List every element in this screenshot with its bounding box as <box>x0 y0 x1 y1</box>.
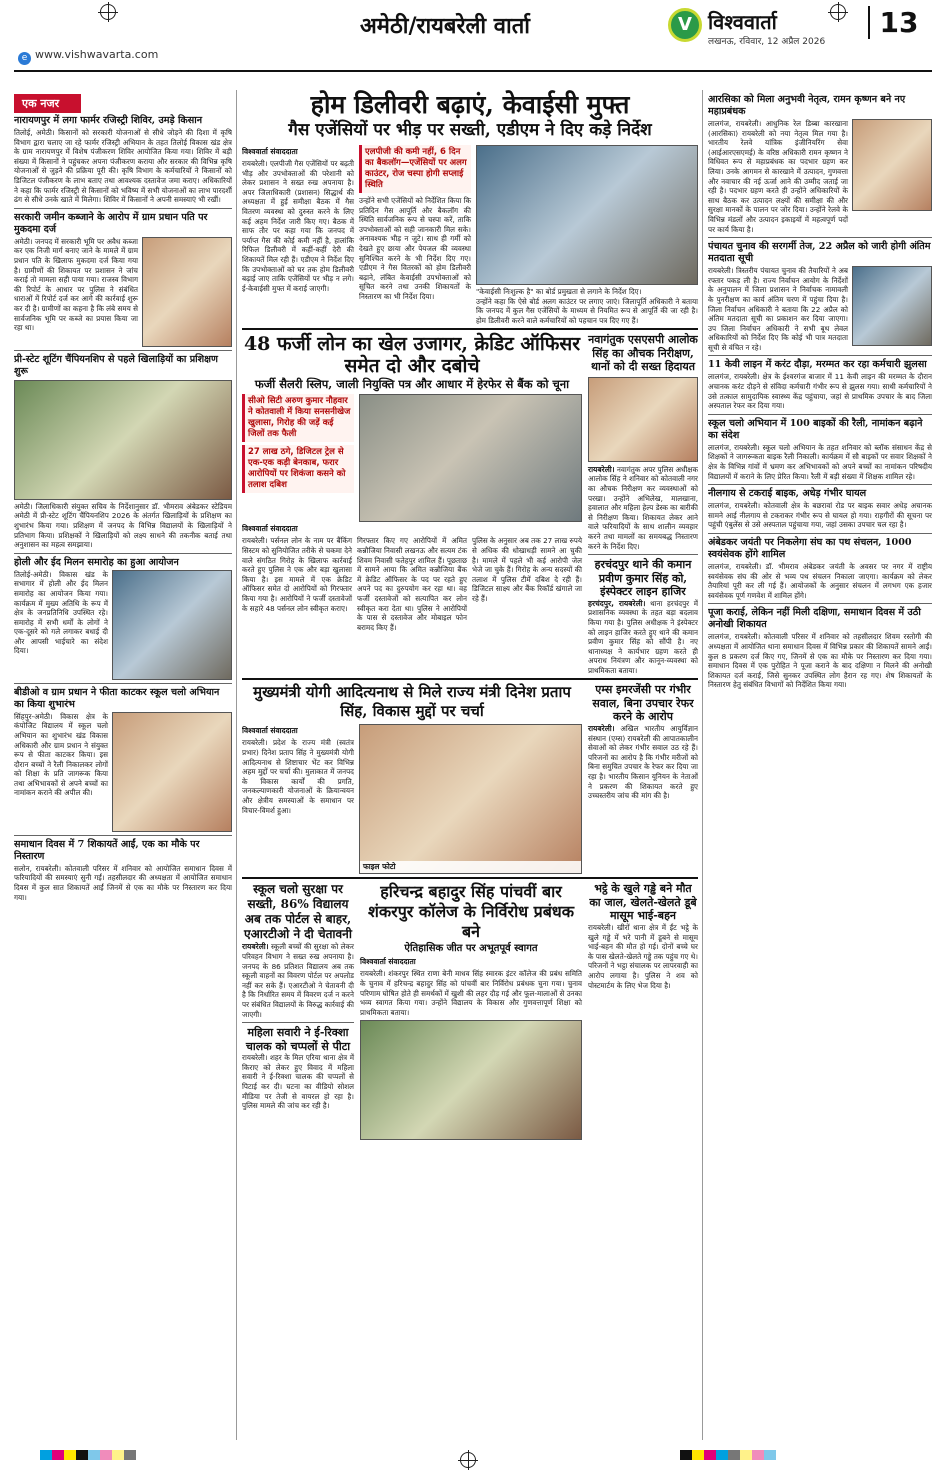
masthead-rule <box>14 70 932 72</box>
loan-body-b: गिरफ्तार किए गए आरोपियों में अमित कन्नौजिया निवासी लखनऊ और सत्यम टंक शिवम निवासी फतेहपुर शामिल हैं। पूछताछ में सामने आया कि अमित कन्नौजिया बैंक में क्रेडिट ऑफिसर के पद पर रहते हुए अपने पद का दुरुपयोग कर रहा था। वह फर्जी दस्तावेजों को सत्यापित कर लोन स्वीकृत करा देता था। पुलिस ने आरोपियों के पास से दस्तावेज और मोबाइल फोन बरामद किए हैं। <box>357 536 467 632</box>
loan-byline: विश्ववार्ता संवाददाता <box>242 524 298 534</box>
divider <box>14 683 232 684</box>
lead-byline: विश्ववार्ता संवाददाता <box>242 147 298 156</box>
divider <box>708 355 932 356</box>
divider <box>708 237 932 238</box>
nawab-byline: रायबरेली। <box>588 464 615 474</box>
ems-byline: रायबरेली। <box>588 723 615 733</box>
r-s1-headline: आरसिका को मिला अनुभवी नेतृत्व, रामन कृष्णन बने नए महाप्रबंधक <box>708 94 906 117</box>
section-title: अमेठी/रायबरेली वार्ता <box>360 13 530 39</box>
print-color-bar <box>40 1450 136 1460</box>
hari-photo <box>360 1020 582 1140</box>
r-s3-body: लालगंज, रायबरेली। क्षेत्र के ईश्वरगंज बाजार में 11 केवी लाइन की मरम्मत के दौरान अचानक करंट दौड़ने से संविदा कर्मचारी गंभीर रूप से झुलस गया। साथी कर्मचारियों ने उसे तत्काल सामुदायिक स्वास्थ्य केंद्र पहुंचाया, जहां से प्राथमिक उपचार के बाद जिला अस्पताल रेफर कर दिया गया। <box>708 372 932 411</box>
s2-photo <box>142 237 232 347</box>
s5-body: सिंहपुर-अमेठी। विकास क्षेत्र के कंपोजिट विद्यालय में स्कूल चलो अभियान का शुभारंभ खंड विकास अधिकारी और ग्राम प्रधान ने संयुक्त रूप से फीता काटकर किया। इस दौरान बच्चों ने रैली निकालकर लोगों को शिक्षा के प्रति जागरूक किया तथा अभिभावकों से अपने बच्चों का नामांकन कराने की अपील की। <box>14 711 108 798</box>
divider <box>14 208 232 209</box>
r-s1-photo <box>852 119 932 211</box>
site-url[interactable] <box>18 48 158 65</box>
divider <box>242 678 698 680</box>
divider <box>708 603 932 604</box>
divider <box>14 553 232 554</box>
cm-headline: मुख्यमंत्री योगी आदित्यनाथ से मिले राज्य मंत्री दिनेश प्रताप सिंह, विकास मुद्दों पर चर्चा <box>253 683 571 721</box>
r-s2-body: रायबरेली। त्रिस्तरीय पंचायत चुनाव की तैयारियों ने अब रफ्तार पकड़ ली है। राज्य निर्वाचन आयोग के निर्देशों के अनुपालन में जिला प्रशासन ने निर्वाचक नामावली के पुनरीक्षण का कार्य अंतिम चरण में पहुंचा दिया है। जिला निर्वाचन अधिकारी ने बताया कि 22 अप्रैल को अंतिम मतदाता सूची का प्रकाशन कर दिया जाएगा। उप जिला निर्वाचन अधिकारी ने सभी बूथ लेवल अधिकारियों को निर्देश दिए कि कोई भी पात्र मतदाता सूची से वंचित न रहे। <box>708 266 848 352</box>
s4-headline: होली और ईद मिलन समारोह का हुआ आयोजन <box>14 556 179 568</box>
ems-headline: एम्स इमरजेंसी पर गंभीर सवाल, बिना उपचार रेफर करने के आरोप <box>592 683 694 724</box>
s3-photo <box>14 380 232 500</box>
brand-name: विश्ववार्ता <box>708 10 777 34</box>
school-headline: स्कूल चलो सुरक्षा पर सख्ती, 86% विद्यालय अब तक पोर्टल से बाहर, एआरटीओ ने दी चेतावनी <box>244 882 352 942</box>
ems-body: अखिल भारतीय आयुर्विज्ञान संस्थान (एम्स) रायबरेली की आपातकालीन सेवाओं को लेकर गंभीर सवाल उठ रहे हैं। परिजनों का आरोप है कि गंभीर मरीजों को बिना समुचित उपचार के रेफर कर दिया जा रहा है। भारतीय किसान यूनियन के नेताओं ने प्रकरण की शिकायत करते हुए उच्चस्तरीय जांच की मांग की है। <box>588 723 698 801</box>
r-s4-body: लालगंज, रायबरेली। स्कूल चलो अभियान के तहत शनिवार को ब्लॉक संसाधन केंद्र से शिक्षकों ने जागरूकता बाइक रैली निकाली। कार्यक्रम में सौ बाइकों पर सवार शिक्षकों ने क्षेत्र के विभिन्न गांवों में भ्रमण कर अभिभावकों को अपने बच्चों का नामांकन परिषदीय विद्यालयों में कराने के लिए प्रेरित किया। रैली में बड़ी संख्या में शिक्षक शामिल रहे। <box>708 442 932 481</box>
r-s2-photo <box>852 266 932 346</box>
hari-byline: विश्ववार्ता संवाददाता <box>360 957 416 967</box>
s1-body: तिलोई, अमेठी। किसानों को सरकारी योजनाओं से सीधे जोड़ने की दिशा में कृषि विभाग द्वारा चलाए जा रहे फार्मर रजिस्ट्री अभियान के तहत तिलोई विकास खंड क्षेत्र के ग्राम नारायणपुर में विशेष पंजीकरण शिविर आयोजित किया गया। शिविर में बड़ी संख्या में किसानों ने पहुंचकर अपना पंजीकरण कराया और सरकार की विभिन्न कृषि योजनाओं से जुड़ने की प्रक्रिया पूरी की। कृषि विभाग के कर्मचारियों ने किसानों को डिजिटल पंजीकरण के लाभ बताए तथा आवश्यक दस्तावेज जमा कराए। अधिकारियों ने कहा कि फार्मर रजिस्ट्री से किसानों को भविष्य में सभी योजनाओं का लाभ पारदर्शी ढंग से सीधे उनके खाते में मिलेगा। शिविर में किसानों ने अपनी समस्याएं भी रखीं। <box>14 128 232 205</box>
page-number: 13 <box>868 6 928 39</box>
lead-photo-caption: "केवाईसी निःशुल्क है" का बोर्ड प्रमुखता से लगाने के निर्देश दिए। <box>476 287 642 296</box>
s4-photo <box>112 570 232 680</box>
divider <box>242 877 698 879</box>
r-s3-headline: 11 केवी लाइन में करंट दौड़ा, मरम्मत कर रहा कर्मचारी झुलसा <box>708 359 927 371</box>
mahila-headline: महिला सवारी ने ई-रिक्शा चालक को चप्पलों से पीटा <box>245 1026 351 1053</box>
lead-headline: होम डिलीवरी बढ़ाएं, केवाईसी मुफ्त <box>310 90 630 119</box>
school-body: स्कूली बच्चों की सुरक्षा को लेकर परिवहन विभाग ने सख्त रुख अपनाया है। जनपद के 86 प्रतिशत विद्यालय अब तक स्कूली वाहनों का विवरण पोर्टल पर अपलोड नहीं कर सके हैं। एआरटीओ ने चेतावनी दी है कि निर्धारित समय में विवरण दर्ज न करने पर संबंधित विद्यालयों के विरुद्ध कार्रवाई की जाएगी। <box>242 942 354 1019</box>
brand-logo-icon: V <box>668 8 702 42</box>
divider <box>588 554 698 555</box>
loan-photo <box>359 394 582 522</box>
divider <box>14 350 232 351</box>
divider <box>708 414 932 415</box>
cm-byline: विश्ववार्ता संवाददाता <box>242 726 298 736</box>
r-s1-body: लालगंज, रायबरेली। आधुनिक रेल डिब्बा कारखाना (आरसिका) रायबरेली को नया नेतृत्व मिल गया है। भारतीय रेलवे यांत्रिक इंजीनियरिंग सेवा (आईआरएसएमई) के वरिष्ठ अधिकारी रामन कृष्णन ने विधिवत रूप से महाप्रबंधक का पदभार ग्रहण कर लिया। उनके आगमन से कारखाने में उत्पादन, गुणवत्ता और नवाचार की नई ऊर्जा आने की उम्मीद जताई जा रही है। पदभार ग्रहण करते ही उन्होंने अधिकारियों के साथ बैठक कर उत्पादन लक्ष्यों की समीक्षा की और सुरक्षा मानकों के पालन पर जोर दिया। उन्होंने रेलवे के विभिन्न मंडलों और उत्पादन इकाइयों में महत्वपूर्ण पदों पर कार्य किया है। <box>708 119 848 234</box>
divider <box>708 484 932 485</box>
lead-body-c: उन्होंने कहा कि ऐसे बोर्ड अलग काउंटर पर लगाए जाएं। जिलापूर्ति अधिकारी ने बताया कि जनपद में कुल गैस एजेंसियों के माध्यम से नियमित रूप से आपूर्ति की जा रही है। होम डिलीवरी करने वाले कर्मचारियों को पहचान पत्र दिए गए हैं। <box>476 296 698 325</box>
r-s7-body: लालगंज, रायबरेली। कोतवाली परिसर में शनिवार को तहसीलदार शिवम रस्तोगी की अध्यक्षता में आयोजित थाना समाधान दिवस में विभिन्न प्रकार की शिकायतें सामने आईं। कुल 8 प्रकरण दर्ज किए गए, जिनमें से एक का मौके पर निस्तारण कर दिया गया। समाधान दिवस में एक पुरोहित ने पूजा कराने के बाद दक्षिणा न मिलने की अनोखी शिकायत दर्ज कराई, जिसे सुनकर उपस्थित लोग हैरान रह गए। शेष शिकायतों के निस्तारण हेतु संबंधित विभागों को निर्देशित किया गया। <box>708 632 932 690</box>
s3-headline: प्री-स्टेट शूटिंग चैंपियनशिप से पहले खिलाड़ियों का प्रशिक्षण शुरू <box>14 353 218 377</box>
s1-headline: नारायणपुर में लगा फार्मर रजिस्ट्री शिविर, उमड़े किसान <box>14 115 203 126</box>
lead-photo <box>476 145 698 285</box>
loan-callout-2: 27 लाख ठगे, डिजिटल ट्रेल से एक-एक कड़ी बेनकाब, फरार आरोपियों पर शिकंजा कसने को तलाश दबिश <box>242 445 354 493</box>
divider <box>14 835 232 836</box>
nawab-photo <box>588 377 698 462</box>
registration-mark-icon <box>100 4 116 20</box>
cm-body: रायबरेली। प्रदेश के राज्य मंत्री (स्वतंत्र प्रभार) दिनेश प्रताप सिंह ने मुख्यमंत्री योगी आदित्यनाथ से शिष्टाचार भेंट कर विभिन्न अहम मुद्दों पर चर्चा की। मुलाकात में जनपद के विकास कार्यों की प्रगति, जनकल्याणकारी योजनाओं के क्रियान्वयन और क्षेत्रीय समस्याओं के समाधान पर विचार-विमर्श हुआ। <box>242 738 354 815</box>
loan-subheadline: फर्जी सैलरी स्लिप, जाली नियुक्ति पत्र और आधार में हेरफेर से बैंक को चूना <box>254 377 570 392</box>
prav-headline: हरचंदपुर थाने की कमान प्रवीण कुमार सिंह को, इंस्पेक्टर लाइन हाजिर <box>594 558 692 599</box>
s6-headline: समाधान दिवस में 7 शिकायतें आईं, एक का मौके पर निस्तारण <box>14 838 200 862</box>
loan-callout-1: सीओ सिटी अरुण कुमार नौहवार ने कोतवाली में किया सनसनीखेज खुलासा, गिरोह की जड़ें कई जिलों तक फैली <box>242 394 354 442</box>
nawab-body: नवागंतुक अपर पुलिस अधीक्षक आलोक सिंह ने शनिवार को कोतवाली नगर का औचक निरीक्षण कर व्यवस्थाओं को परखा। उन्होंने अभिलेख, मालखाना, हवालात और महिला हेल्प डेस्क का बारीकी से निरीक्षण किया। शिकायत लेकर आने वाले फरियादियों के साथ शालीन व्यवहार करने तथा मामलों का समयबद्ध निस्तारण करने के निर्देश दिए। <box>588 464 698 551</box>
hari-subheadline: ऐतिहासिक जीत पर अभूतपूर्व स्वागत <box>404 943 538 955</box>
r-s2-headline: पंचायत चुनाव की सरगर्मी तेज, 22 अप्रैल को जारी होगी अंतिम मतदाता सूची <box>708 241 931 265</box>
cm-photo-caption: फाइल फोटो <box>360 861 581 873</box>
column-rule <box>236 90 237 1440</box>
print-color-bar <box>680 1450 776 1460</box>
center-column <box>242 90 698 1442</box>
r-s5-headline: नीलगाय से टकराई बाइक, अधेड़ गंभीर घायल <box>708 488 867 500</box>
r-s4-headline: स्कूल चलो अभियान में 100 बाइकों की रैली, नामांकन बढ़ाने का संदेश <box>708 417 923 441</box>
r-s7-headline: पूजा कराई, लेकिन नहीं मिली दक्षिणा, समाधान दिवस में उठी अनोखी शिकायत <box>708 607 921 631</box>
lead-callout: एलपीजी की कमी नहीं, 6 दिन का बैकलॉग—एजेंसियों पर अलग काउंटर, रोज चस्पा होगी सप्लाई स्थिति <box>359 145 471 193</box>
s2-body: अमेठी। जनपद में सरकारी भूमि पर अवैध कब्जा कर एक निजी मार्ग बनाए जाने के मामले में ग्राम प्रधान पति के खिलाफ मुकदमा दर्ज किया गया है। ग्रामीणों की शिकायत पर प्रशासन ने जांच कराई तो मामला सही पाया गया। राजस्व विभाग की रिपोर्ट के आधार पर पुलिस ने संबंधित धाराओं में रिपोर्ट दर्ज कर आगे की कार्रवाई शुरू कर दी है। ग्रामीणों का कहना है कि लंबे समय से सार्वजनिक भूमि पर कब्जे का प्रयास किया जा रहा था। <box>14 236 138 333</box>
r-s5-body: लालगंज, रायबरेली। कोतवाली क्षेत्र के बछरावां रोड पर बाइक सवार अधेड़ अचानक सामने आई नीलगाय से टकराकर गंभीर रूप से घायल हो गया। राहगीरों की सूचना पर पहुंची एंबुलेंस से उसे अस्पताल पहुंचाया गया, जहां उसका उपचार चल रहा है। <box>708 501 932 530</box>
divider <box>242 328 698 330</box>
lead-body-a: रायबरेली। एलपीजी गैस एजेंसियों पर बढ़ती भीड़ और उपभोक्ताओं की परेशानी को लेकर प्रशासन ने सख्त रुख अपनाया है। अपर जिलाधिकारी (प्रशासन) सिद्धार्थ की अध्यक्षता में हुई समीक्षा बैठक में गैस वितरण व्यवस्था को दुरुस्त करने के लिए कई अहम निर्देश जारी किए गए। बैठक में साफ तौर पर कहा गया कि जनपद में पर्याप्त गैस की कोई कमी नहीं है, हालांकि रिफिल डिलीवरी में कहीं-कहीं देरी की शिकायतें मिल रही हैं। एडीएम ने निर्देश दिए कि उपभोक्ताओं को घर तक होम डिलीवरी बढ़ाई जाए ताकि एजेंसियों पर भीड़ न लगे। ई-केवाईसी मुफ्त में कराई जाएगी। <box>242 159 354 293</box>
column-rule <box>702 90 703 1440</box>
hari-body: रायबरेली। शंकरपुर स्थित राणा बेनी माधव सिंह स्मारक इंटर कॉलेज की प्रबंध समिति के चुनाव में हरिचन्द्र बहादुर सिंह को पांचवीं बार निर्विरोध प्रबंधक चुना गया। चुनाव परिणाम घोषित होते ही समर्थकों में खुशी की लहर दौड़ गई और फूल-मालाओं से उनका भव्य स्वागत किया गया। उन्होंने विद्यालय के विकास और गुणवत्तापूर्ण शिक्षा को प्राथमिकता बताया। <box>360 969 582 1017</box>
date-line: लखनऊ, रविवार, 12 अप्रैल 2026 <box>708 37 826 47</box>
loan-headline: 48 फर्जी लोन का खेल उजागर, क्रेडिट ऑफिसर समेत दो और दबोचे <box>243 333 581 378</box>
s3-body: अमेठी। जिलाधिकारी संयुक्त सचिव के निर्देशानुसार डॉ. भीमराव अंबेडकर स्टेडियम अमेठी में प्री-स्टेट शूटिंग चैंपियनशिप 2026 के अंतर्गत खिलाड़ियों के प्रशिक्षण का शुभारंभ किया गया। प्रशिक्षण में जनपद के विभिन्न विद्यालयों के खिलाड़ियों ने प्रतिभाग किया। प्रशिक्षकों ने खिलाड़ियों को लक्ष्य साधने की तकनीक बताई तथा अनुशासन का महत्व समझाया। <box>14 501 232 550</box>
prav-byline: हरचंदपुर, रायबरेली। <box>588 598 646 608</box>
bhatte-body: रायबरेली। खीरों थाना क्षेत्र में ईंट भट्ठे के खुले गड्ढे में भरे पानी में डूबने से मासूम भाई-बहन की मौत हो गई। दोनों बच्चे घर के पास खेलते-खेलते गड्ढे तक पहुंच गए थे। परिजनों ने भट्ठा संचालक पर लापरवाही का आरोप लगाया है। पुलिस ने शव को पोस्टमार्टम के लिए भेज दिया है। <box>588 922 698 990</box>
ek-nazar-kicker: एक नजर <box>14 94 81 113</box>
s4-body: तिलोई-अमेठी। विकास खंड के सभागार में होली और ईद मिलन समारोह का आयोजन किया गया। कार्यक्रम में मुख्य अतिथि के रूप में क्षेत्र के जनप्रतिनिधि उपस्थित रहे। समारोह में सभी धर्मों के लोगों ने एक-दूसरे को गले लगाकर बधाई दी और आपसी भाईचारे का संदेश दिया। <box>14 569 108 656</box>
left-column <box>14 92 232 1442</box>
browser-e-icon: e <box>18 52 31 65</box>
loan-body-c: पुलिस के अनुसार अब तक 27 लाख रुपये से अधिक की धोखाधड़ी सामने आ चुकी है। मामले में पहले भी कई आरोपी जेल भेजे जा चुके हैं। गिरोह के अन्य सदस्यों की तलाश में पुलिस टीमें दबिश दे रही हैं। डिजिटल साक्ष्य और बैंक रिकॉर्ड खंगाले जा रहे हैं। <box>472 536 582 603</box>
bhatte-headline: भट्ठे के खुले गड्ढे बने मौत का जाल, खेलते-खेलते डूबे मासूम भाई-बहन <box>589 882 697 923</box>
registration-mark-icon <box>460 1452 476 1468</box>
loan-body-a: रायबरेली। पर्सनल लोन के नाम पर बैंकिंग सिस्टम को सुनियोजित तरीके से चकमा देने वाले संगठित गिरोह के खिलाफ कार्रवाई करते हुए पुलिस ने एक और बड़ा खुलासा किया है। इस मामले में एक क्रेडिट ऑफिसर समेत दो आरोपियों को गिरफ्तार किया गया है। आरोपियों ने फर्जी दस्तावेजों के सहारे 48 पर्सनल लोन स्वीकृत कराए। <box>242 536 352 613</box>
s5-headline: बीडीओ व ग्राम प्रधान ने फीता काटकर स्कूल चलो अभियान का किया शुभारंभ <box>14 686 220 710</box>
lead-subheadline: गैस एजेंसियों पर भीड़ पर सख्ती, एडीएम ने दिए कड़े निर्देश <box>288 120 652 140</box>
hari-headline: हरिचन्द्र बहादुर सिंह पांचवीं बार शंकरपुर कॉलेज के निर्विरोध प्रबंधक बने <box>367 882 575 942</box>
r-s6-body: लालगंज, रायबरेली। डॉ. भीमराव अंबेडकर जयंती के अवसर पर नगर में राष्ट्रीय स्वयंसेवक संघ की ओर से भव्य पथ संचलन निकाला जाएगा। कार्यक्रम को लेकर तैयारियां पूरी कर ली गई हैं। आयोजकों के अनुसार संचलन में लगभग एक हजार स्वयंसेवक पूर्ण गणवेश में शामिल होंगे। <box>708 562 932 600</box>
r-s6-headline: अंबेडकर जयंती पर निकलेगा संघ का पथ संचलन, 1000 स्वयंसेवक होंगे शामिल <box>708 537 912 560</box>
s6-body: सलोन, रायबरेली। कोतवाली परिसर में शनिवार को आयोजित समाधान दिवस में फरियादियों की समस्याएं सुनी गईं। तहसीलदार की अध्यक्षता में आयोजित समाधान दिवस में कुल सात शिकायतें आईं जिनमें से एक का मौके पर निस्तारण कर दिया गया। <box>14 863 232 902</box>
masthead <box>0 0 945 72</box>
lead-body-b: उन्होंने सभी एजेंसियों को निर्देशित किया कि प्रतिदिन गैस आपूर्ति और बैकलॉग की स्थिति सार्वजनिक रूप से चस्पा करें, ताकि उपभोक्ताओं को सही जानकारी मिल सके। अनावश्यक भीड़ न जुटे। साथ ही गर्मी को देखते हुए छाया और पेयजल की व्यवस्था सुनिश्चित करने के भी निर्देश दिए गए। एडीएम ने गैस वितरकों को होम डिलीवरी बढ़ाने, लंबित केवाईसी उपभोक्ताओं को सूचित करने तथा उनकी शिकायतों के निस्तारण का भी निर्देश दिया। <box>359 196 471 301</box>
s5-photo <box>112 712 232 832</box>
prav-body: थाना हरचंदपुर में प्रशासनिक व्यवस्था के तहत बड़ा बदलाव किया गया है। पुलिस अधीक्षक ने इंस्पेक्टर को लाइन हाजिर करते हुए थाने की कमान प्रवीण कुमार सिंह को सौंपी है। नए थानाध्यक्ष ने कार्यभार ग्रहण करते ही अपराध नियंत्रण और कानून-व्यवस्था को प्राथमिकता बताया। <box>588 598 698 675</box>
cm-photo <box>359 724 582 874</box>
divider <box>242 1022 354 1023</box>
s2-headline: सरकारी जमीन कब्जाने के आरोप में ग्राम प्रधान पति पर मुकदमा दर्ज <box>14 211 208 235</box>
site-url-text: www.vishwavarta.com <box>35 48 159 61</box>
nawab-headline: नवागंतुक एसएसपी आलोक सिंह का औचक निरीक्षण, थानों को दी सख्त हिदायत <box>588 333 698 374</box>
divider <box>708 533 932 534</box>
mahila-body: रायबरेली। शहर के मिल एरिया थाना क्षेत्र में किराए को लेकर हुए विवाद में महिला सवारी ने ई-रिक्शा चालक की चप्पलों से पिटाई कर दी। घटना का वीडियो सोशल मीडिया पर तेजी से वायरल हो रहा है। पुलिस मामले की जांच कर रही है। <box>242 1053 354 1111</box>
right-column <box>708 92 932 1442</box>
registration-mark-icon <box>830 4 846 20</box>
school-byline: रायबरेली। <box>242 942 269 952</box>
